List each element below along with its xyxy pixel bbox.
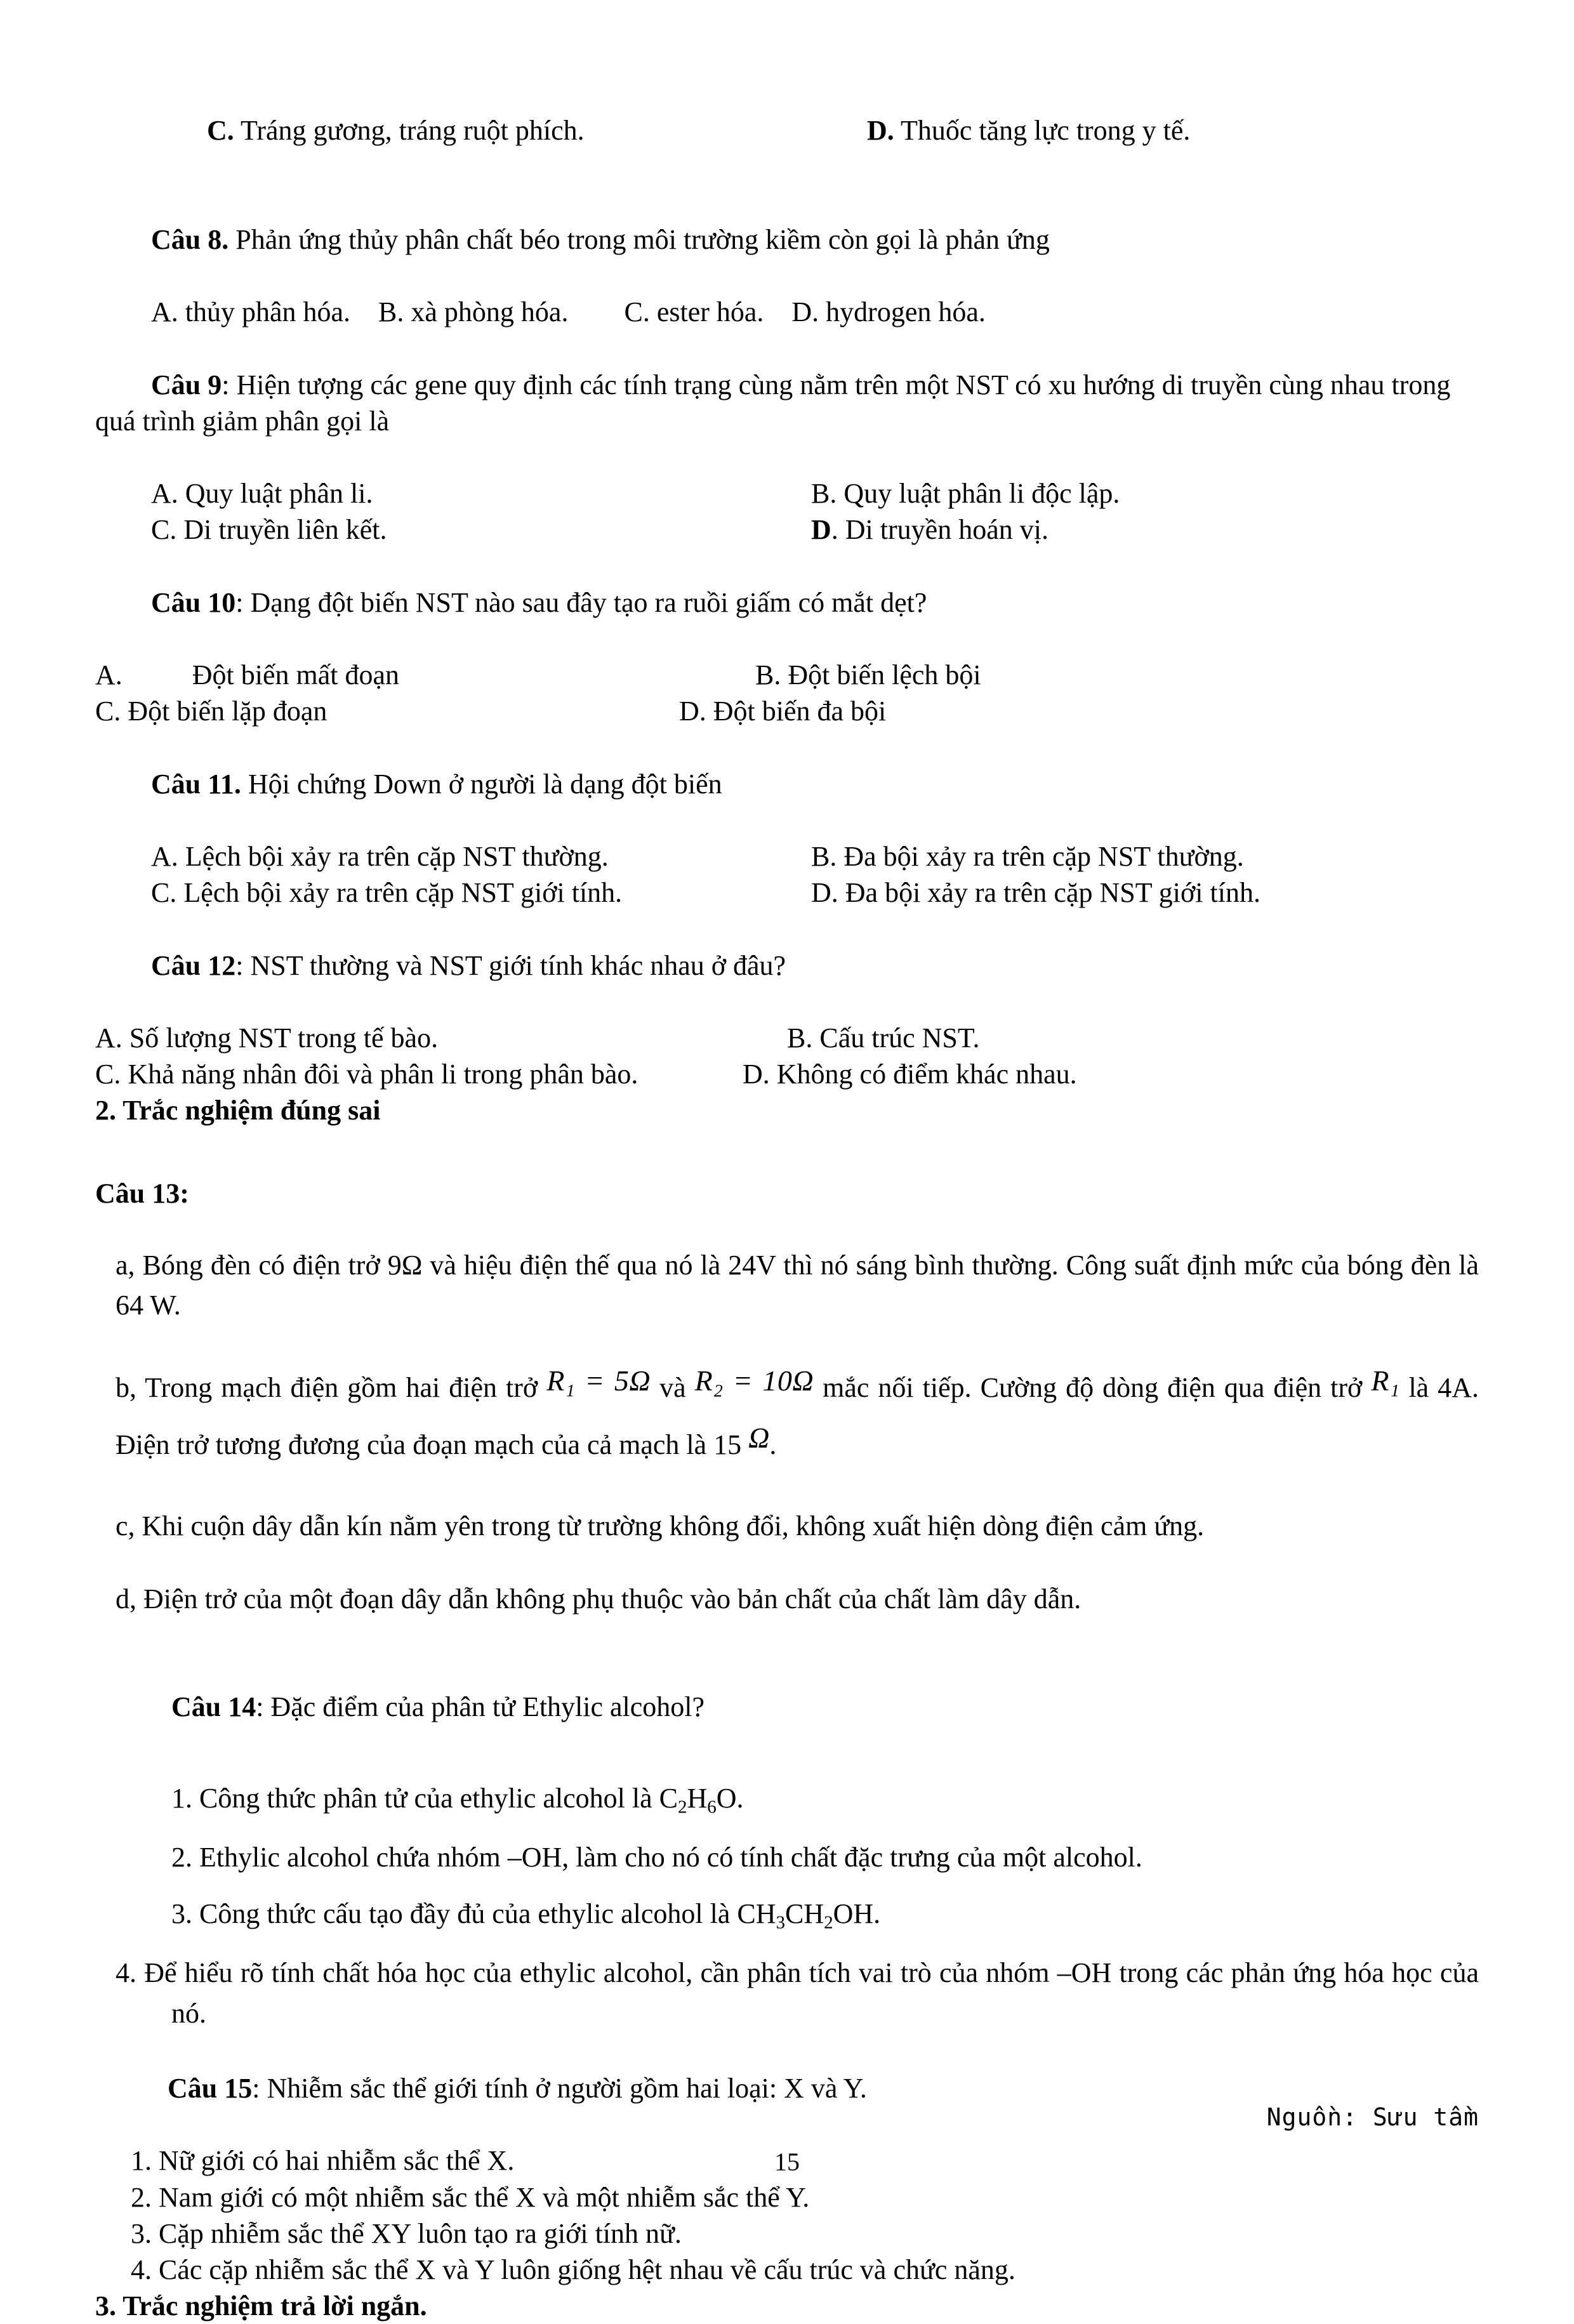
question-cau13 xyxy=(95,1175,1479,1620)
cau10-stem: : Dạng đột biến NST nào sau đây tạo ra ruồi giấm có mắt dẹt? xyxy=(235,586,927,618)
option-d-label: D. xyxy=(867,115,894,147)
cau13-statement-b xyxy=(95,1359,1479,1472)
cau14-item-4: 4. Để hiểu rõ tính chất hóa học của ethylic alcohol, cần phân tích vai trò của nhóm –OH trong các phản ứng hóa học của nó. xyxy=(116,1957,1479,2029)
cau14-stem-line xyxy=(95,1653,1479,1762)
question-cau12 xyxy=(95,911,1479,1092)
cau15-item-4: 4. Các cặp nhiễm sắc thể X và Y luôn giống hệt nhau về cấu trúc và chức năng. xyxy=(131,2254,1015,2285)
option-c-label: C. xyxy=(207,115,234,147)
option-d-text: Thuốc tăng lực trong y tế. xyxy=(894,115,1191,147)
document-body xyxy=(95,76,1479,2324)
cau11-option-a: A. Lệch bội xảy ra trên cặp NST thường. xyxy=(151,840,609,872)
source-note: Nguồn: Sưu tầm xyxy=(1266,2103,1479,2131)
cau12-option-a: A. Số lượng NST trong tế bào. xyxy=(95,1022,439,1053)
cau13-b-text2: và xyxy=(651,1372,695,1404)
section-2-heading: 2. Trắc nghiệm đúng sai xyxy=(95,1095,381,1126)
cau10-stem-line xyxy=(95,548,1479,657)
cau11-option-b: B. Đa bội xảy ra trên cặp NST thường. xyxy=(811,840,1244,872)
cau8-stem-line xyxy=(95,185,1479,294)
question-cau8 xyxy=(95,185,1479,331)
cau10-options-row1 xyxy=(95,657,1479,693)
cau11-number: Câu 11. xyxy=(151,768,241,800)
cau10-option-c: C. Đột biến lặp đoạn xyxy=(95,696,327,727)
cau15-item-3: 3. Cặp nhiễm sắc thể XY luôn tạo ra giới tính nữ. xyxy=(131,2217,682,2249)
cau10-number: Câu 10 xyxy=(151,586,236,618)
question-cau10 xyxy=(95,548,1479,729)
cau9-stem-line xyxy=(95,330,1479,475)
cau9-stem: : Hiện tượng các gene quy định các tính trạng cùng nằm trên một NST có xu hướng di truyền cùng nhau trong quá trình giảm phân gọi là xyxy=(95,369,1458,437)
cau10-option-b: B. Đột biến lệch bội xyxy=(755,659,981,690)
cau12-options-row1 xyxy=(95,1020,1479,1056)
cau12-stem-line xyxy=(95,911,1479,1020)
cau13-statement-a: a, Bóng đèn có điện trở 9Ω và hiệu điện thế qua nó là 24V thì nó sáng bình thường. Công suất định mức của bóng đèn là 64 W. xyxy=(116,1249,1479,1321)
cau11-stem: Hội chứng Down ở người là dạng đột biến xyxy=(241,768,722,800)
cau10-options-row2 xyxy=(95,693,1479,729)
cau11-option-c: C. Lệch bội xảy ra trên cặp NST giới tính. xyxy=(151,877,623,909)
cau15-item-2: 2. Nam giới có một nhiễm sắc thể X và một nhiễm sắc thể Y. xyxy=(131,2181,810,2213)
cau12-option-c: C. Khả năng nhân đôi và phân li trong phân bào. xyxy=(95,1059,638,1090)
question-cau14 xyxy=(95,1653,1479,2034)
cau9-option-b: B. Quy luật phân li độc lập. xyxy=(811,478,1120,510)
cau13-number: Câu 13: xyxy=(95,1178,189,1210)
cau13-b-formula-r1: R₁ = 5Ω xyxy=(546,1364,651,1397)
cau12-number: Câu 12 xyxy=(151,949,236,981)
cau13-statement-d: d, Điện trở của một đoạn dây dẫn không phụ thuộc vào bản chất của chất làm dây dẫn. xyxy=(116,1583,1081,1615)
section-3-heading: 3. Trắc nghiệm trả lời ngắn. xyxy=(95,2290,427,2322)
cau9-options-row1 xyxy=(95,475,1479,512)
cau10-option-d: D. Đột biến đa bội xyxy=(679,696,887,727)
cau9-option-c: C. Di truyền liên kết. xyxy=(151,514,387,546)
cau13-b-unit-ohm: Ω xyxy=(748,1421,770,1454)
cau11-options-row1 xyxy=(95,838,1479,875)
page-number: 15 xyxy=(774,2148,800,2176)
question-cau9 xyxy=(95,330,1479,548)
cau13-statement-c: c, Khi cuộn dây dẫn kín nằm yên trong từ trường không đổi, không xuất hiện dòng điện cảm ứng. xyxy=(116,1510,1205,1542)
cau9-options-row2 xyxy=(95,512,1479,548)
cau12-option-d: D. Không có điểm khác nhau. xyxy=(743,1059,1077,1090)
cau8-stem: Phản ứng thủy phân chất béo trong môi trường kiềm còn gọi là phản ứng xyxy=(228,223,1050,255)
cau15-stem: : Nhiễm sắc thể giới tính ở người gồm hai loại: X và Y. xyxy=(252,2072,867,2104)
cau13-b-formula-r1-ref: R₁ xyxy=(1371,1364,1400,1397)
cau8-number: Câu 8. xyxy=(151,223,229,255)
cau15-number: Câu 15 xyxy=(168,2072,253,2104)
cau14-item-3: 3. Công thức cấu tạo đầy đủ của ethylic alcohol là $CH_3CH_2OH$. xyxy=(171,1898,881,1934)
cau9-option-a: A. Quy luật phân li. xyxy=(151,478,373,510)
cau12-options-row2 xyxy=(95,1056,1479,1092)
cau14-number: Câu 14 xyxy=(171,1691,256,1723)
cau13-b-text3: mắc nối tiếp. Cường độ dòng điện qua điện trở xyxy=(814,1372,1372,1404)
cau9-number: Câu 9 xyxy=(151,369,222,400)
cau14-stem: : Đặc điểm của phân tử Ethylic alcohol? xyxy=(256,1691,705,1723)
cau9-option-d: D. Di truyền hoán vị. xyxy=(811,514,1048,546)
cau10-option-a: A. Đột biến mất đoạn xyxy=(95,659,400,690)
cau8-options: A. thủy phân hóa. B. xà phòng hóa. C. ester hóa. D. hydrogen hóa. xyxy=(151,296,986,328)
cau14-item-2: 2. Ethylic alcohol chứa nhóm –OH, làm cho nó có tính chất đặc trưng của một alcohol. xyxy=(171,1841,1142,1873)
cau11-stem-line xyxy=(95,729,1479,838)
carryover-answer-row xyxy=(95,76,1479,185)
question-cau11 xyxy=(95,729,1479,911)
cau13-b-text1: b, Trong mạch điện gồm hai điện trở xyxy=(116,1372,547,1404)
cau13-b-text5: . xyxy=(769,1429,777,1460)
cau12-stem: : NST thường và NST giới tính khác nhau ở đâu? xyxy=(235,949,786,981)
option-c-text: Tráng gương, tráng ruột phích. xyxy=(234,115,585,147)
cau11-option-d: D. Đa bội xảy ra trên cặp NST giới tính. xyxy=(811,877,1260,909)
cau13-b-text4: là 4A. Điện trở tương đương của đoạn mạch của cả mạch là 15 xyxy=(116,1372,1479,1460)
cau15-item-1: 1. Nữ giới có hai nhiễm sắc thể X. xyxy=(131,2145,515,2177)
cau12-option-b: B. Cấu trúc NST. xyxy=(787,1022,980,1053)
cau13-b-formula-r2: R₂ = 10Ω xyxy=(694,1364,814,1397)
cau14-item-1: 1. Công thức phân tử của ethylic alcohol là $C_2H_6O$. xyxy=(171,1782,744,1818)
cau11-options-row2 xyxy=(95,875,1479,911)
